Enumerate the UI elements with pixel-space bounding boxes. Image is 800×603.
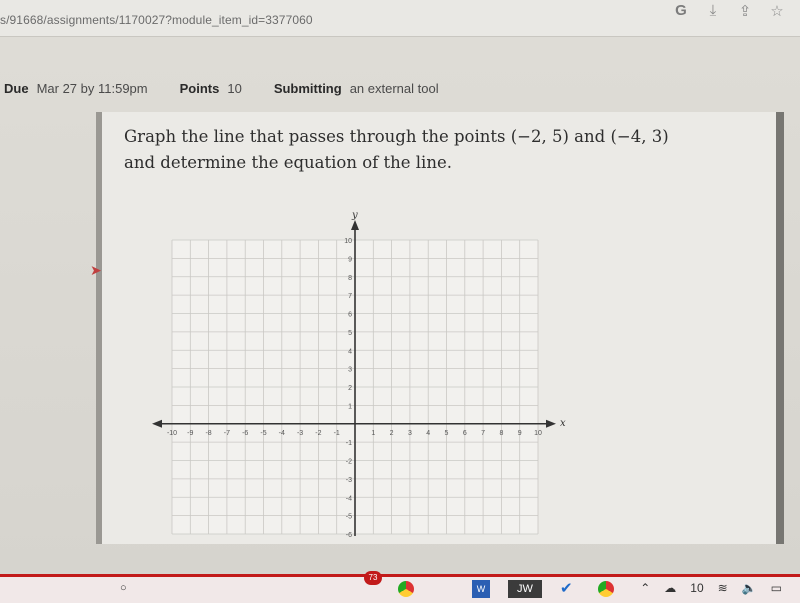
submitting-value: an external tool: [349, 81, 439, 96]
search-icon[interactable]: ○: [120, 582, 127, 594]
x-tick-label: -9: [187, 429, 194, 437]
due-value: Mar 27 by 11:59pm: [36, 81, 148, 96]
chevron-up-icon[interactable]: ⌃: [640, 581, 651, 595]
x-tick-label: -10: [166, 429, 178, 437]
x-tick-label: -3: [296, 429, 304, 437]
word-icon[interactable]: W: [472, 580, 490, 598]
y-tick-label: -6: [345, 532, 352, 539]
x-axis-arrow-right: [546, 420, 556, 428]
points-info: [180, 81, 242, 96]
x-tick-label: 8: [499, 429, 504, 437]
share-icon[interactable]: ⇪: [738, 3, 752, 20]
x-tick-label: 5: [444, 429, 449, 437]
calendar-icon[interactable]: 10: [690, 581, 704, 595]
y-tick-label: 10: [344, 238, 352, 245]
download-icon[interactable]: ⤓: [709, 2, 717, 19]
points-label: Points: [179, 81, 220, 96]
y-tick-label: 1: [348, 403, 352, 411]
y-tick-label: -3: [345, 476, 352, 484]
x-tick-label: 6: [462, 429, 467, 437]
chrome-icon[interactable]: [398, 581, 414, 597]
y-tick-label: 9: [348, 256, 352, 264]
y-axis-arrow-up: [351, 220, 359, 230]
question-line1: Graph the line that passes through the points: [124, 127, 511, 146]
point-2: (−4, 3): [610, 127, 669, 146]
x-tick-label: -6: [242, 429, 249, 437]
x-tick-label: -2: [315, 429, 322, 437]
x-tick-label: -4: [278, 429, 285, 437]
submitting-info: [274, 81, 439, 96]
wifi-icon[interactable]: ≋: [717, 581, 728, 595]
y-tick-label: -2: [345, 458, 352, 466]
y-axis-label: y: [352, 210, 358, 221]
x-tick-label: -5: [260, 429, 267, 437]
y-tick-label: -1: [345, 440, 352, 448]
notification-badge: 73: [364, 571, 382, 585]
y-tick-label: 4: [348, 348, 352, 356]
y-tick-label: 2: [348, 385, 352, 392]
x-tick-label: 7: [481, 429, 486, 437]
url-text[interactable]: s/91668/assignments/1170027?module_item_id=3377060: [0, 13, 313, 27]
y-tick-label: 8: [348, 274, 352, 282]
due-info: [4, 81, 148, 96]
points-value: 10: [227, 81, 242, 96]
y-tick-label: 6: [348, 311, 352, 319]
question-and: and: [568, 127, 611, 146]
question-text: [124, 124, 744, 176]
google-icon[interactable]: G: [675, 2, 687, 19]
x-tick-label: 9: [517, 429, 522, 437]
assignment-meta: [4, 81, 439, 96]
y-tick-label: 5: [348, 329, 352, 337]
checkmark-app-icon[interactable]: ✔: [560, 580, 573, 597]
coordinate-grid[interactable]: [150, 208, 570, 540]
chrome-profile-icon[interactable]: [598, 581, 614, 597]
due-label: Due: [4, 81, 29, 96]
mouse-cursor-icon: ➤: [90, 262, 102, 278]
x-axis-arrow-left: [152, 420, 162, 428]
x-tick-label: 10: [534, 429, 542, 437]
y-tick-label: -4: [345, 495, 352, 503]
battery-icon[interactable]: ▭: [770, 581, 782, 595]
jw-app-icon[interactable]: JW: [508, 580, 542, 598]
x-tick-label: 1: [371, 429, 376, 437]
x-tick-label: -8: [205, 429, 212, 437]
y-tick-label: -5: [345, 513, 352, 521]
y-tick-label: 7: [348, 293, 352, 301]
question-line2: and determine the equation of the line.: [124, 153, 452, 172]
x-tick-label: -7: [223, 429, 231, 437]
browser-address-bar[interactable]: [0, 0, 800, 37]
y-tick-label: 3: [348, 366, 352, 374]
x-axis-label: x: [560, 417, 566, 429]
browser-toolbar-icons: [672, 2, 786, 20]
star-icon[interactable]: ☆: [770, 3, 784, 20]
submitting-label: Submitting: [273, 81, 342, 96]
x-tick-label: 4: [426, 429, 431, 437]
point-1: (−2, 5): [510, 127, 569, 146]
taskbar: [0, 574, 800, 603]
x-tick-label: 3: [407, 429, 412, 437]
cloud-icon[interactable]: ☁: [664, 581, 677, 595]
system-tray: [640, 581, 782, 595]
x-tick-label: -1: [333, 429, 340, 437]
volume-icon[interactable]: 🔈: [741, 581, 757, 595]
x-tick-label: 2: [389, 429, 394, 437]
